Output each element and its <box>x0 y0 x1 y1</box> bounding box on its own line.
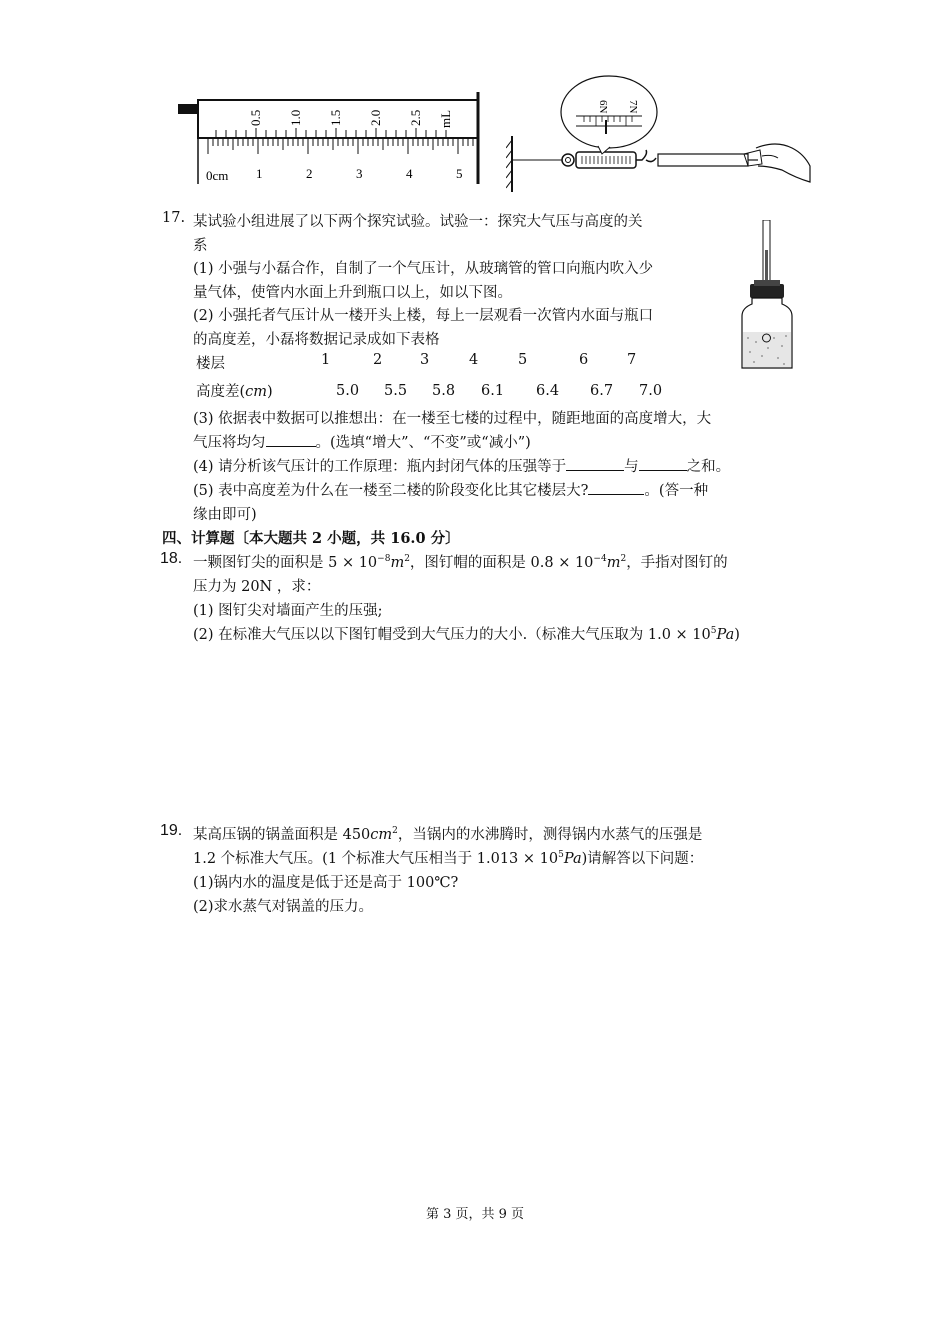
q17-number: 17. <box>162 210 186 226</box>
q19-text: 某高压锅的锅盖面积是 450 <box>193 827 371 843</box>
table-cell: 6 <box>579 352 589 368</box>
page-footer: 第 3 页，共 9 页 <box>425 1207 525 1222</box>
q17-paragraph <box>193 479 708 500</box>
ruler-label: 3 <box>356 166 363 181</box>
answer-blank[interactable] <box>588 480 644 495</box>
q17-paragraph: 缘由即可) <box>193 507 257 523</box>
spring-scale-figure <box>506 74 812 194</box>
q17-paragraph: (3) 依据表中数据可以推想出：在一楼至七楼的过程中，随距地面的高度增大，大 <box>193 411 712 427</box>
table-cell: 5.8 <box>432 383 456 399</box>
table-cell: 1 <box>321 352 331 368</box>
table-cell: 7.0 <box>639 383 663 399</box>
table-cell: 5.5 <box>384 383 408 399</box>
barometer-bottle-figure <box>738 220 798 372</box>
spring-scale-label: 7N <box>627 100 639 114</box>
q19-paragraph: (2)求水蒸气对锅盖的压力。 <box>193 899 374 915</box>
q18-number: 18. <box>160 550 183 567</box>
q19-text: 1.2 个标准大气压。(1 个标准大气压相当于 1.013 × 10 <box>193 851 559 867</box>
unit-cm: cm <box>245 384 268 400</box>
exponent: −8 <box>377 554 391 564</box>
unit-m: m <box>606 555 621 571</box>
answer-blank[interactable] <box>266 432 316 447</box>
ruler-label: 0cm <box>206 168 229 183</box>
q17-text: 。(答一种 <box>644 483 709 499</box>
q17-text: 之和。 <box>686 459 731 475</box>
section-title: 四、计算题〔本大题共 2 小题，共 16.0 分〕 <box>162 530 460 547</box>
table-cell: 2 <box>373 352 383 368</box>
q17-text: 气压将均匀 <box>193 435 266 451</box>
table-cell: 7 <box>627 352 637 368</box>
q17-text: 与 <box>624 459 639 475</box>
q17-text: (5) 表中高度差为什么在一楼至二楼的阶段变化比其它楼层大? <box>193 483 589 499</box>
unit-m: m <box>390 555 405 571</box>
table-cell: 6.4 <box>536 383 560 399</box>
table-cell: 3 <box>420 352 430 368</box>
spring-scale-label: 6N <box>597 100 609 114</box>
answer-blank[interactable] <box>639 456 687 471</box>
ruler-label: 2 <box>306 166 313 181</box>
q17-paragraph: (2) 小强托者气压计从一楼开头上楼，每上一层观看一次管内水面与瓶口 <box>193 308 654 324</box>
table-cell: 4 <box>469 352 479 368</box>
q17-text: 。(选填“增大”、“不变”或“减小”) <box>315 435 531 451</box>
q17-paragraph: 量气体，使管内水面上升到瓶口以上，如以下图。 <box>193 285 512 301</box>
exponent: 5 <box>558 850 564 860</box>
table-row-label-text: ) <box>267 384 273 400</box>
q18-text: ，手指对图钉的 <box>626 555 728 571</box>
q17-line: 某试验小组进展了以下两个探究试验。试验一：探究大气压与高度的关 <box>193 214 643 230</box>
syringe-ml-label: 0.5 <box>248 109 263 126</box>
q18-text: ) <box>734 627 740 643</box>
q18-line: 压力为 20N ，求： <box>193 579 321 595</box>
unit-pa: Pa <box>563 851 582 867</box>
q18-line <box>193 551 728 572</box>
q17-paragraph <box>193 455 730 476</box>
syringe-ml-unit: mL <box>438 109 453 128</box>
q19-text: ，当锅内的水沸腾时，测得锅内水蒸气的压强是 <box>397 827 703 843</box>
q17-text: (4) 请分析该气压计的工作原理：瓶内封闭气体的压强等于 <box>193 459 567 475</box>
q19-line <box>193 823 702 844</box>
table-row-label: 楼层 <box>196 356 225 372</box>
syringe-ml-label: 2.5 <box>408 109 423 126</box>
q19-text: )请解答以下问题： <box>581 851 704 867</box>
q18-paragraph <box>193 623 740 644</box>
ruler-label: 1 <box>256 166 263 181</box>
q19-number: 19. <box>160 822 183 839</box>
table-cell: 6.1 <box>481 383 505 399</box>
q18-text: ，图钉帽的面积是 0.8 × 10 <box>409 555 594 571</box>
exponent: 2 <box>404 554 410 564</box>
q19-paragraph: (1)锅内水的温度是低于还是高于 100℃? <box>193 875 459 891</box>
exponent: −4 <box>593 554 607 564</box>
syringe-ml-label: 1.5 <box>328 109 343 126</box>
q18-text: (2) 在标准大气压以以下图钉帽受到大气压力的大小.（标准大气压取为 1.0 × 10 <box>193 627 711 643</box>
table-row-label <box>196 380 273 401</box>
q18-text: 一颗图钉尖的面积是 5 × 10 <box>193 555 378 571</box>
q19-line <box>193 847 703 868</box>
ruler-label: 5 <box>456 166 463 181</box>
syringe-ruler-figure <box>178 92 482 188</box>
answer-blank[interactable] <box>566 456 624 471</box>
unit-cm: cm <box>370 827 393 843</box>
exponent: 5 <box>710 626 717 636</box>
q17-paragraph: 的高度差，小磊将数据记录成如下表格 <box>193 332 440 348</box>
q18-paragraph: (1) 图钉尖对墙面产生的压强; <box>193 603 383 619</box>
unit-pa: Pa <box>716 627 735 643</box>
ruler-label: 4 <box>406 166 413 181</box>
table-cell: 5 <box>518 352 528 368</box>
q17-paragraph <box>193 431 531 452</box>
exponent: 2 <box>620 554 627 564</box>
syringe-ml-label: 1.0 <box>288 109 303 126</box>
table-cell: 6.7 <box>590 383 614 399</box>
q17-paragraph: (1) 小强与小磊合作，自制了一个气压计，从玻璃管的管口向瓶内吹入少 <box>193 261 654 277</box>
table-row-label-text: 高度差( <box>196 384 246 400</box>
table-cell: 5.0 <box>336 383 360 399</box>
q17-line: 系 <box>193 238 208 254</box>
syringe-ml-label: 2.0 <box>368 109 383 126</box>
exponent: 2 <box>392 826 398 836</box>
